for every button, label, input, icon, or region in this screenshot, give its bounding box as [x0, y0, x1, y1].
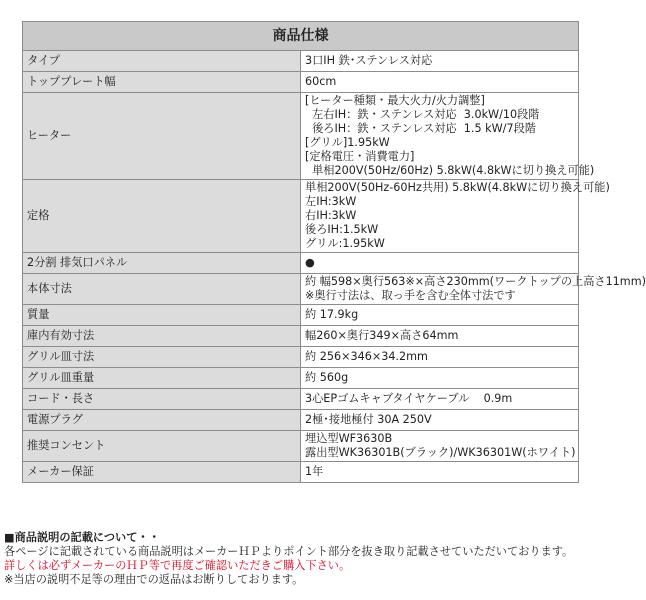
value-line: 左右IH：鉄・ステンレス対応 3.0kW/10段階 — [305, 108, 540, 121]
table-row — [23, 253, 579, 274]
notes-line-2-warning: 詳しくは必ずメーカーのＨＰ等で再度ご確認いただきご購入下さい。 — [4, 559, 351, 572]
value-line: 約 560g — [305, 371, 349, 384]
table-row — [23, 51, 579, 72]
row-value — [301, 326, 579, 347]
table-row — [23, 368, 579, 389]
value-line: [定格電圧・消費電力] — [305, 150, 415, 163]
row-value — [301, 431, 579, 462]
row-label: グリル皿寸法 — [23, 347, 301, 368]
notes-line-3: ※当店の説明不足等の理由での返品はお断りしております。 — [4, 573, 304, 586]
value-line: ※奥行寸法は、取っ手を含む全体寸法です — [305, 289, 516, 302]
table-row — [23, 274, 579, 305]
row-value — [301, 51, 579, 72]
value-line: 埋込型WF3630B — [305, 432, 393, 445]
value-line: 後ろIH：鉄・ステンレス対応 1.5 kW/7段階 — [305, 122, 536, 135]
table-row — [23, 431, 579, 462]
value-line: 単相200V(50Hz-60Hz共用) 5.8kW(4.8kWに切り換え可能) — [305, 181, 610, 194]
table-row — [23, 347, 579, 368]
table-row — [23, 389, 579, 410]
table-row — [23, 305, 579, 326]
table-row — [23, 93, 579, 180]
notes-section — [4, 531, 596, 587]
table-row — [23, 326, 579, 347]
value-line: 2極･接地極付 30A 250V — [305, 413, 432, 426]
value-line: [ヒーター種類・最大火力/火力調整] — [305, 94, 485, 107]
row-label: タイプ — [23, 51, 301, 72]
value-line: 約 17.9kg — [305, 308, 359, 321]
row-label: 電源プラグ — [23, 410, 301, 431]
table-title: 商品仕様 — [23, 22, 579, 51]
value-line: ● — [305, 256, 315, 269]
row-label: 定格 — [23, 180, 301, 253]
spec-table-body — [23, 51, 646, 483]
table-row — [23, 72, 579, 93]
value-line: 約 256×346×34.2mm — [305, 350, 428, 363]
table-row — [23, 180, 579, 253]
value-line: 1年 — [305, 465, 324, 478]
notes-title: ■商品説明の記載について・・ — [4, 531, 160, 544]
row-value — [301, 253, 579, 274]
row-value — [301, 462, 579, 483]
value-line: 60cm — [305, 75, 337, 88]
row-label: 本体寸法 — [23, 274, 301, 305]
value-line: 単相200V(50Hz/60Hz) 5.8kW(4.8kWに切り換え可能) — [305, 164, 595, 177]
row-label: 2分割 排気口パネル — [23, 253, 301, 274]
value-line: [グリル]1.95kW — [305, 136, 390, 149]
row-label: トッププレート幅 — [23, 72, 301, 93]
value-line: 後ろIH:1.5kW — [305, 223, 379, 236]
table-row — [23, 410, 579, 431]
value-line: 約 幅598×奥行563※×高さ230mm(ワークトップの上高さ11mm) — [305, 275, 646, 288]
row-value — [301, 93, 595, 180]
value-line: 露出型WK36301B(ブラック)/WK36301W(ホワイト) — [305, 446, 576, 459]
row-label: ヒーター — [23, 93, 301, 180]
row-value — [301, 410, 579, 431]
value-line: 3心EPゴムキャブタイヤケーブル 0.9m — [305, 392, 513, 405]
row-value — [301, 368, 579, 389]
value-line: 左IH:3kW — [305, 195, 357, 208]
row-value — [301, 347, 579, 368]
row-value — [301, 72, 579, 93]
row-label: 庫内有効寸法 — [23, 326, 301, 347]
row-label: コード・長さ — [23, 389, 301, 410]
notes-line-1: 各ページに記載されている商品説明はメーカーＨＰよりポイント部分を抜き取り記載させていただいております。 — [4, 545, 574, 558]
spec-table-container — [22, 21, 646, 483]
value-line: 右IH:3kW — [305, 209, 357, 222]
row-value — [301, 305, 579, 326]
value-line: グリル:1.95kW — [305, 237, 385, 250]
row-label: 質量 — [23, 305, 301, 326]
row-label: メーカー保証 — [23, 462, 301, 483]
row-label: 推奨コンセント — [23, 431, 301, 462]
row-value — [301, 180, 610, 253]
value-line: 幅260×奥行349×高さ64mm — [305, 329, 459, 342]
table-row — [23, 462, 579, 483]
spec-table — [22, 21, 646, 483]
value-line: 3口IH 鉄･ステンレス対応 — [305, 54, 433, 67]
row-value — [301, 389, 579, 410]
row-label: グリル皿重量 — [23, 368, 301, 389]
row-value — [301, 274, 646, 305]
